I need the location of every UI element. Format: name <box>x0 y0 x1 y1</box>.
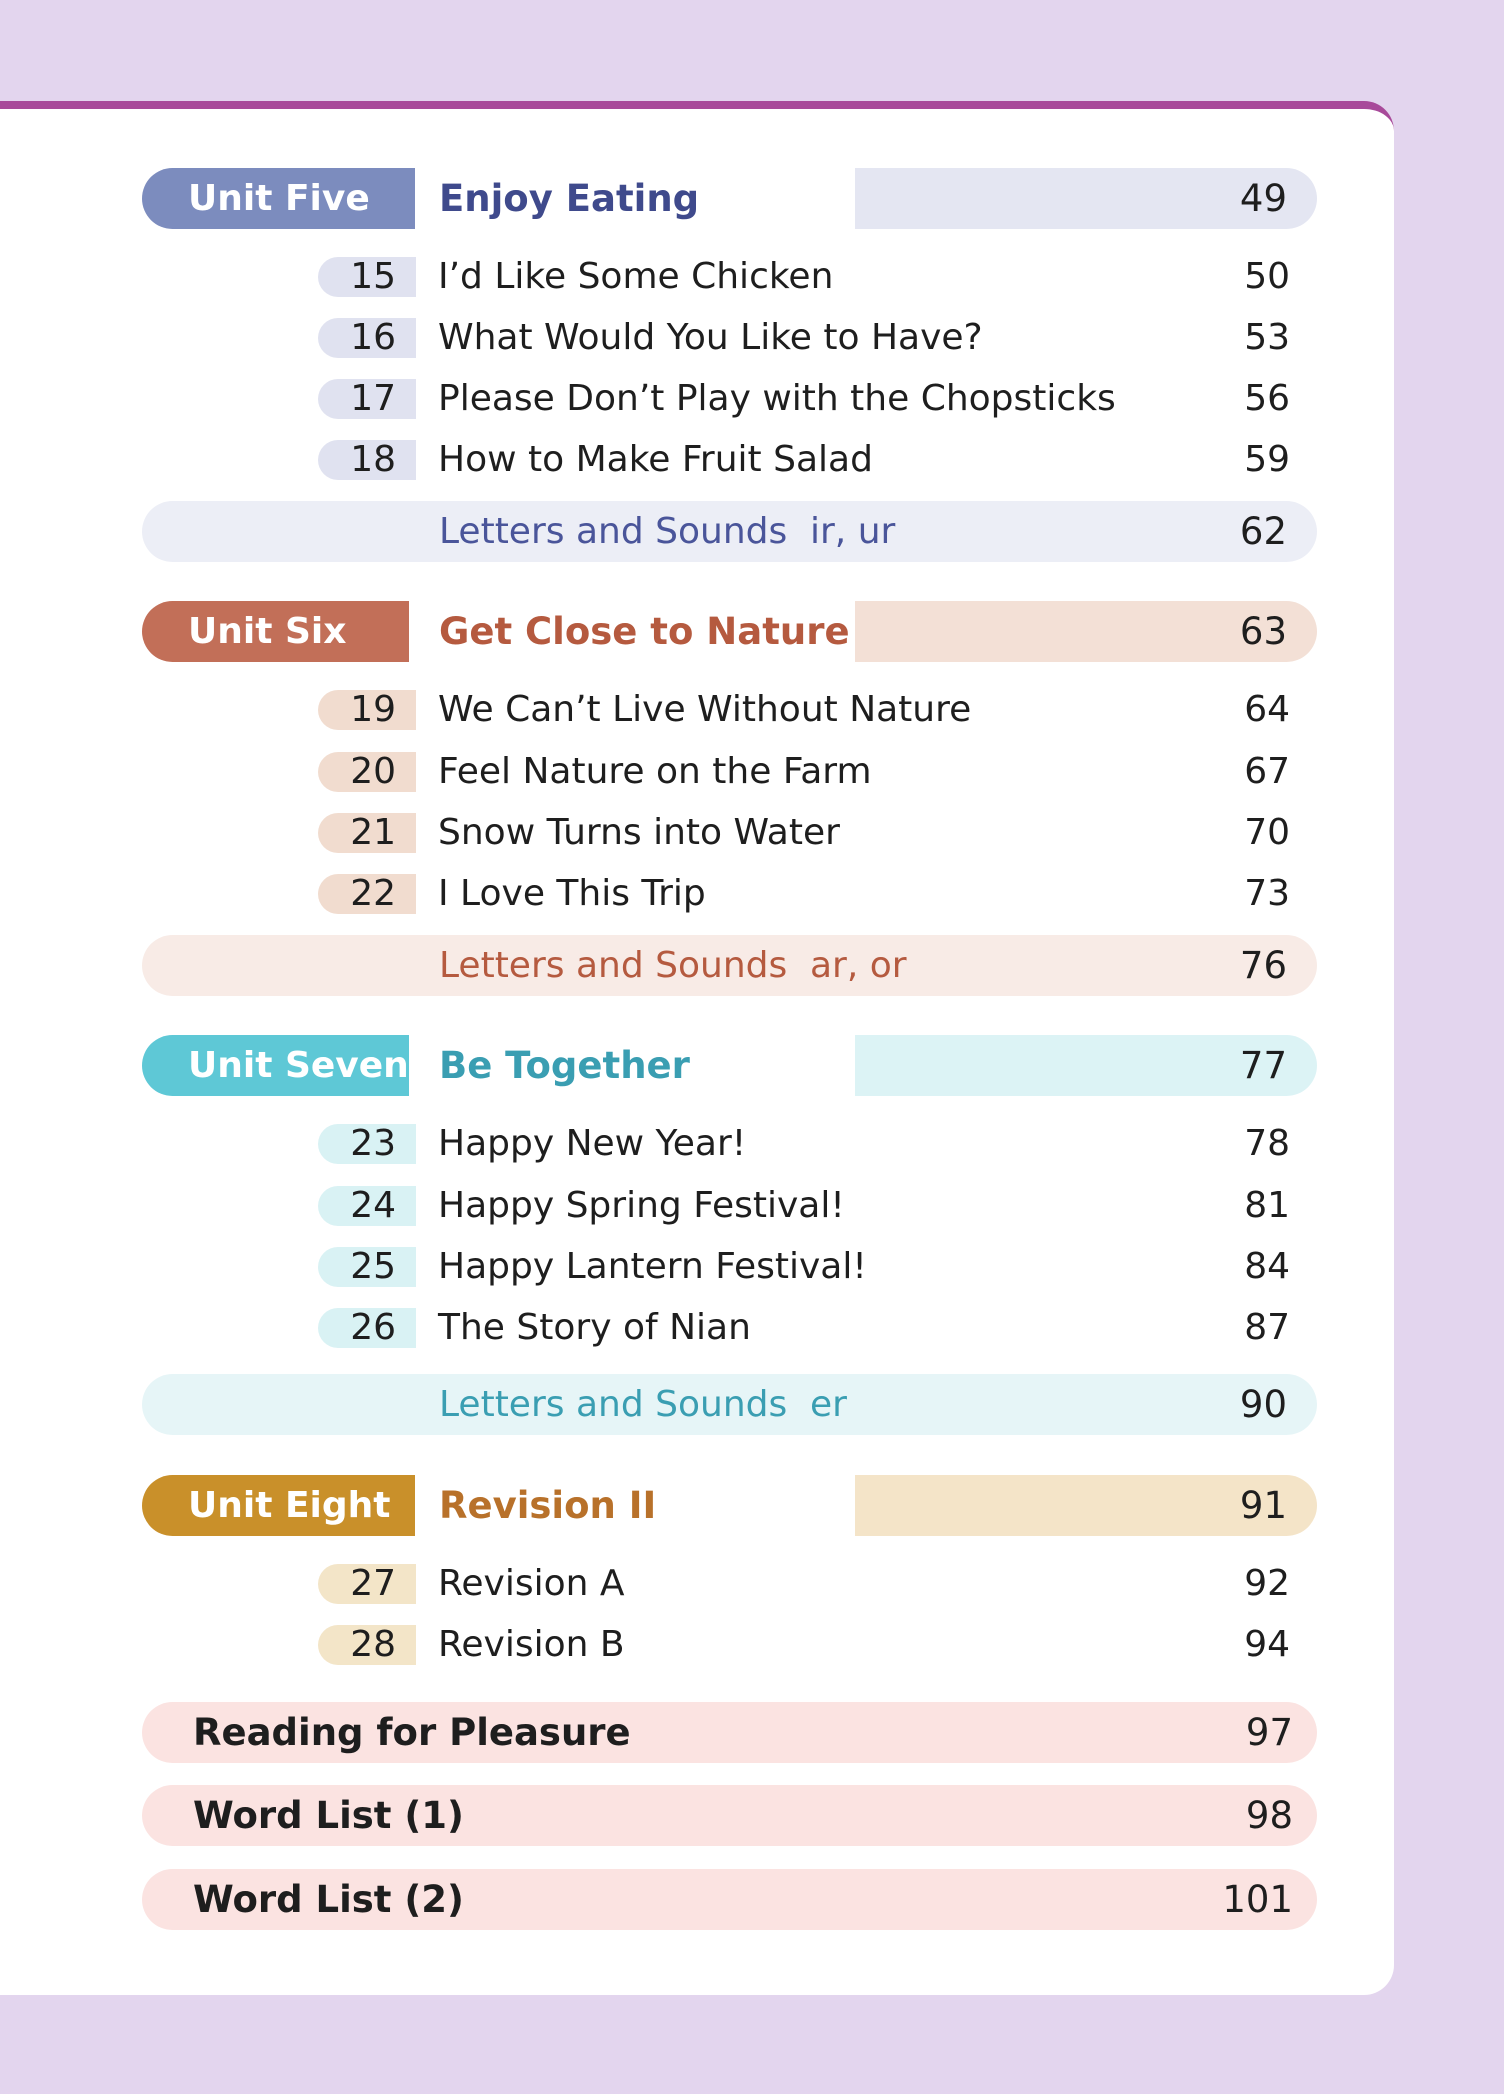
lesson-number: 17 <box>318 379 416 419</box>
lesson-page: 78 <box>1244 1123 1290 1164</box>
lesson-page: 84 <box>1244 1246 1290 1287</box>
letters-and-sounds-row-five[interactable] <box>142 501 1317 562</box>
lesson-page: 53 <box>1244 317 1290 358</box>
lesson-number: 23 <box>318 1124 416 1164</box>
unit-title: Be Together <box>439 1044 690 1087</box>
lesson-row-28[interactable] <box>0 1622 1310 1668</box>
letters-and-sounds-row-seven[interactable] <box>142 1374 1317 1435</box>
unit-page-bar <box>855 601 1317 662</box>
letters-sounds-page: 76 <box>1239 944 1287 987</box>
lesson-number: 16 <box>318 318 416 358</box>
word-list-2-row[interactable] <box>142 1869 1317 1930</box>
lesson-row-20[interactable] <box>0 749 1310 795</box>
lesson-number: 19 <box>318 690 416 730</box>
lesson-page: 70 <box>1244 812 1290 853</box>
lesson-title: Snow Turns into Water <box>438 812 840 853</box>
lesson-title: What Would You Like to Have? <box>438 317 983 358</box>
lesson-row-23[interactable] <box>0 1121 1310 1167</box>
lesson-row-18[interactable] <box>0 437 1310 483</box>
lesson-title: We Can’t Live Without Nature <box>438 689 972 730</box>
lesson-title: How to Make Fruit Salad <box>438 439 873 480</box>
unit-title: Revision II <box>439 1484 657 1527</box>
lesson-title: Revision A <box>438 1563 625 1604</box>
word-list-1-row[interactable] <box>142 1785 1317 1846</box>
lesson-number: 21 <box>318 813 416 853</box>
lesson-page: 94 <box>1244 1624 1290 1665</box>
unit-title: Get Close to Nature <box>439 610 850 653</box>
unit-label: Unit Eight <box>142 1475 415 1536</box>
unit-header-six[interactable] <box>142 601 1317 662</box>
unit-page-number: 91 <box>1239 1484 1287 1527</box>
contents-card <box>0 101 1394 1995</box>
lesson-row-21[interactable] <box>0 810 1310 856</box>
extra-label: Word List (1) <box>193 1794 464 1837</box>
unit-title: Enjoy Eating <box>439 177 700 220</box>
unit-page-bar <box>855 168 1317 229</box>
lesson-page: 67 <box>1244 751 1290 792</box>
lesson-number: 24 <box>318 1186 416 1226</box>
lesson-row-26[interactable] <box>0 1305 1310 1351</box>
lesson-page: 92 <box>1244 1563 1290 1604</box>
letters-sounds-page: 62 <box>1239 510 1287 553</box>
unit-page-number: 77 <box>1239 1044 1287 1087</box>
extra-label: Reading for Pleasure <box>193 1711 631 1754</box>
lesson-number: 27 <box>318 1564 416 1604</box>
lesson-page: 56 <box>1244 378 1290 419</box>
letters-sounds-phonics: ir, ur <box>810 511 896 552</box>
lesson-number: 18 <box>318 440 416 480</box>
lesson-title: I’d Like Some Chicken <box>438 256 834 297</box>
lesson-row-24[interactable] <box>0 1183 1310 1229</box>
lesson-title: Feel Nature on the Farm <box>438 751 872 792</box>
lesson-row-22[interactable] <box>0 871 1310 917</box>
letters-sounds-page: 90 <box>1239 1383 1287 1426</box>
unit-label: Unit Six <box>142 601 409 662</box>
unit-page-number: 63 <box>1239 610 1287 653</box>
lesson-title: Please Don’t Play with the Chopsticks <box>438 378 1116 419</box>
unit-header-eight[interactable] <box>142 1475 1317 1536</box>
reading-for-pleasure-row[interactable] <box>142 1702 1317 1763</box>
lesson-number: 28 <box>318 1625 416 1665</box>
lesson-page: 73 <box>1244 873 1290 914</box>
lesson-number: 26 <box>318 1308 416 1348</box>
lesson-row-16[interactable] <box>0 315 1310 361</box>
unit-page-number: 49 <box>1239 177 1287 220</box>
lesson-number: 22 <box>318 874 416 914</box>
lesson-page: 59 <box>1244 439 1290 480</box>
lesson-page: 64 <box>1244 689 1290 730</box>
lesson-row-17[interactable] <box>0 376 1310 422</box>
lesson-number: 15 <box>318 257 416 297</box>
letters-sounds-phonics: er <box>810 1384 847 1425</box>
unit-page-bar <box>855 1035 1317 1096</box>
lesson-page: 50 <box>1244 256 1290 297</box>
lesson-title: Revision B <box>438 1624 625 1665</box>
unit-label: Unit Seven <box>142 1035 409 1096</box>
lesson-row-15[interactable] <box>0 254 1310 300</box>
lesson-number: 25 <box>318 1247 416 1287</box>
lesson-title: I Love This Trip <box>438 873 706 914</box>
lesson-number: 20 <box>318 752 416 792</box>
letters-sounds-label: Letters and Sounds <box>439 511 788 552</box>
lesson-title: The Story of Nian <box>438 1307 751 1348</box>
lesson-row-27[interactable] <box>0 1561 1310 1607</box>
extra-page: 97 <box>1245 1711 1293 1754</box>
letters-sounds-label: Letters and Sounds <box>439 1384 788 1425</box>
letters-sounds-label: Letters and Sounds <box>439 945 788 986</box>
letters-sounds-phonics: ar, or <box>810 945 907 986</box>
extra-page: 98 <box>1245 1794 1293 1837</box>
lesson-row-19[interactable] <box>0 687 1310 733</box>
unit-header-five[interactable] <box>142 168 1317 229</box>
lesson-title: Happy Spring Festival! <box>438 1185 845 1226</box>
extra-page: 101 <box>1222 1878 1293 1921</box>
unit-label: Unit Five <box>142 168 415 229</box>
unit-page-bar <box>855 1475 1317 1536</box>
lesson-page: 81 <box>1244 1185 1290 1226</box>
lesson-title: Happy Lantern Festival! <box>438 1246 867 1287</box>
lesson-title: Happy New Year! <box>438 1123 747 1164</box>
letters-and-sounds-row-six[interactable] <box>142 935 1317 996</box>
lesson-page: 87 <box>1244 1307 1290 1348</box>
extra-label: Word List (2) <box>193 1878 464 1921</box>
lesson-row-25[interactable] <box>0 1244 1310 1290</box>
unit-header-seven[interactable] <box>142 1035 1317 1096</box>
